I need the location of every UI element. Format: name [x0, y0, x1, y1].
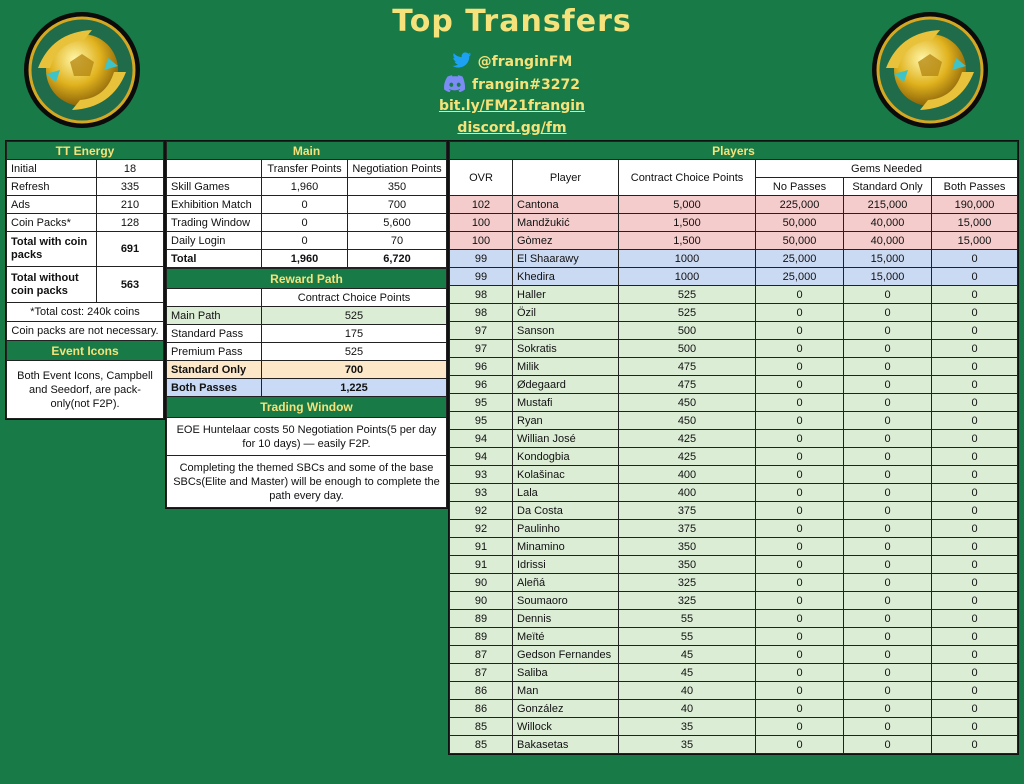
table-row: 96 Ødegaard 475 0 0 0	[450, 376, 1018, 394]
table-row: 93 Lala 400 0 0 0	[450, 484, 1018, 502]
table-row: Refresh 335	[7, 178, 164, 196]
table-row: 100 Mandžukić 1,500 50,000 40,000 15,000	[450, 214, 1018, 232]
table-row: Coin Packs* 128	[7, 214, 164, 232]
tt-energy-title: TT Energy	[7, 142, 164, 160]
table-row: 98 Özil 525 0 0 0	[450, 304, 1018, 322]
main-title: Main	[167, 142, 447, 160]
table-row: 97 Sanson 500 0 0 0	[450, 322, 1018, 340]
table-row-total: Total 1,960 6,720	[167, 250, 447, 268]
event-icons-note: Both Event Icons, Campbell and Seedorf, are pack-only(not F2P).	[7, 361, 164, 419]
table-row: 86 Man 40 0 0 0	[450, 682, 1018, 700]
page-title: Top Transfers	[392, 4, 632, 39]
table-row: 90 Aleñá 325 0 0 0	[450, 574, 1018, 592]
table-row: Skill Games 1,960 350	[167, 178, 447, 196]
table-row: 98 Haller 525 0 0 0	[450, 286, 1018, 304]
main-panel	[165, 140, 448, 509]
table-row: 90 Soumaoro 325 0 0 0	[450, 592, 1018, 610]
table-row: 89 Dennis 55 0 0 0	[450, 610, 1018, 628]
table-row: 97 Sokratis 500 0 0 0	[450, 340, 1018, 358]
table-row-standard-only: Standard Only 700	[167, 361, 447, 379]
col-negotiation-points: Negotiation Points	[348, 160, 447, 178]
table-row: 96 Milik 475 0 0 0	[450, 358, 1018, 376]
table-row: 86 González 40 0 0 0	[450, 700, 1018, 718]
col-ovr: OVR	[450, 160, 513, 196]
players-title: Players	[450, 142, 1018, 160]
table-header-row	[167, 289, 447, 307]
table-row: 87 Saliba 45 0 0 0	[450, 664, 1018, 682]
table-row: 95 Mustafi 450 0 0 0	[450, 394, 1018, 412]
col-standard-only: Standard Only	[844, 178, 932, 196]
col-both-passes: Both Passes	[932, 178, 1018, 196]
table-row: 100 Gòmez 1,500 50,000 40,000 15,000	[450, 232, 1018, 250]
col-contract-choice-points: Contract Choice Points	[262, 289, 447, 307]
table-row: 85 Willock 35 0 0 0	[450, 718, 1018, 736]
coin-packs-note: Coin packs are not necessary.	[7, 322, 164, 341]
table-row: Initial 18	[7, 160, 164, 178]
coin-cost-note: *Total cost: 240k coins	[7, 303, 164, 322]
twitter-handle[interactable]	[0, 52, 1024, 70]
reward-path-title: Reward Path	[167, 269, 447, 289]
table-row: Standard Pass 175	[167, 325, 447, 343]
table-row: 92 Paulinho 375 0 0 0	[450, 520, 1018, 538]
trading-window-title: Trading Window	[167, 397, 447, 418]
table-row: 95 Ryan 450 0 0 0	[450, 412, 1018, 430]
twitter-handle-text: @franginFM	[477, 54, 573, 70]
discord-handle-text: frangin#3272	[472, 77, 580, 93]
table-row: Trading Window 0 5,600	[167, 214, 447, 232]
table-row: 85 Bakasetas 35 0 0 0	[450, 736, 1018, 754]
players-panel	[448, 140, 1019, 755]
table-row: 92 Da Costa 375 0 0 0	[450, 502, 1018, 520]
gems-needed-header: Gems Needed	[756, 160, 1018, 178]
table-row: 94 Willian José 425 0 0 0	[450, 430, 1018, 448]
discord-icon	[444, 75, 466, 92]
table-row: Total without coin packs 563	[7, 267, 164, 303]
table-row: 99 Khedira 1000 25,000 15,000 0	[450, 268, 1018, 286]
table-row: 102 Cantona 5,000 225,000 215,000 190,000	[450, 196, 1018, 214]
trading-window-note-1: EOE Huntelaar costs 50 Negotiation Points(5 per day for 10 days) — easily F2P.	[167, 418, 447, 456]
table-row: 91 Minamino 350 0 0 0	[450, 538, 1018, 556]
table-row: 87 Gedson Fernandes 45 0 0 0	[450, 646, 1018, 664]
discord-handle[interactable]	[0, 75, 1024, 93]
table-row: 89 Meïté 55 0 0 0	[450, 628, 1018, 646]
table-row: Exhibition Match 0 700	[167, 196, 447, 214]
twitter-icon	[452, 52, 472, 69]
table-header-row	[450, 160, 1018, 178]
col-contract-choice-points: Contract Choice Points	[619, 160, 756, 196]
table-row: 93 Kolašinac 400 0 0 0	[450, 466, 1018, 484]
table-row-both-passes: Both Passes 1,225	[167, 379, 447, 397]
table-row: 99 El Shaarawy 1000 25,000 15,000 0	[450, 250, 1018, 268]
table-row: 91 Idrissi 350 0 0 0	[450, 556, 1018, 574]
link-fm21frangin[interactable]: bit.ly/FM21frangin	[438, 98, 586, 114]
col-no-passes: No Passes	[756, 178, 844, 196]
table-row: Total with coin packs 691	[7, 232, 164, 267]
col-transfer-points: Transfer Points	[262, 160, 348, 178]
trading-window-note-2: Completing the themed SBCs and some of the base SBCs(Elite and Master) will be enough to complete the path every day.	[167, 456, 447, 508]
event-icons-title: Event Icons	[7, 341, 164, 361]
header	[0, 0, 1024, 140]
tt-energy-panel	[5, 140, 165, 420]
table-row: Daily Login 0 70	[167, 232, 447, 250]
table-row: 94 Kondogbia 425 0 0 0	[450, 448, 1018, 466]
table-header-row	[167, 160, 447, 178]
col-player: Player	[513, 160, 619, 196]
link-discord-fm[interactable]: discord.gg/fm	[457, 120, 567, 136]
table-row: Main Path 525	[167, 307, 447, 325]
table-row: Ads 210	[7, 196, 164, 214]
table-row: Premium Pass 525	[167, 343, 447, 361]
